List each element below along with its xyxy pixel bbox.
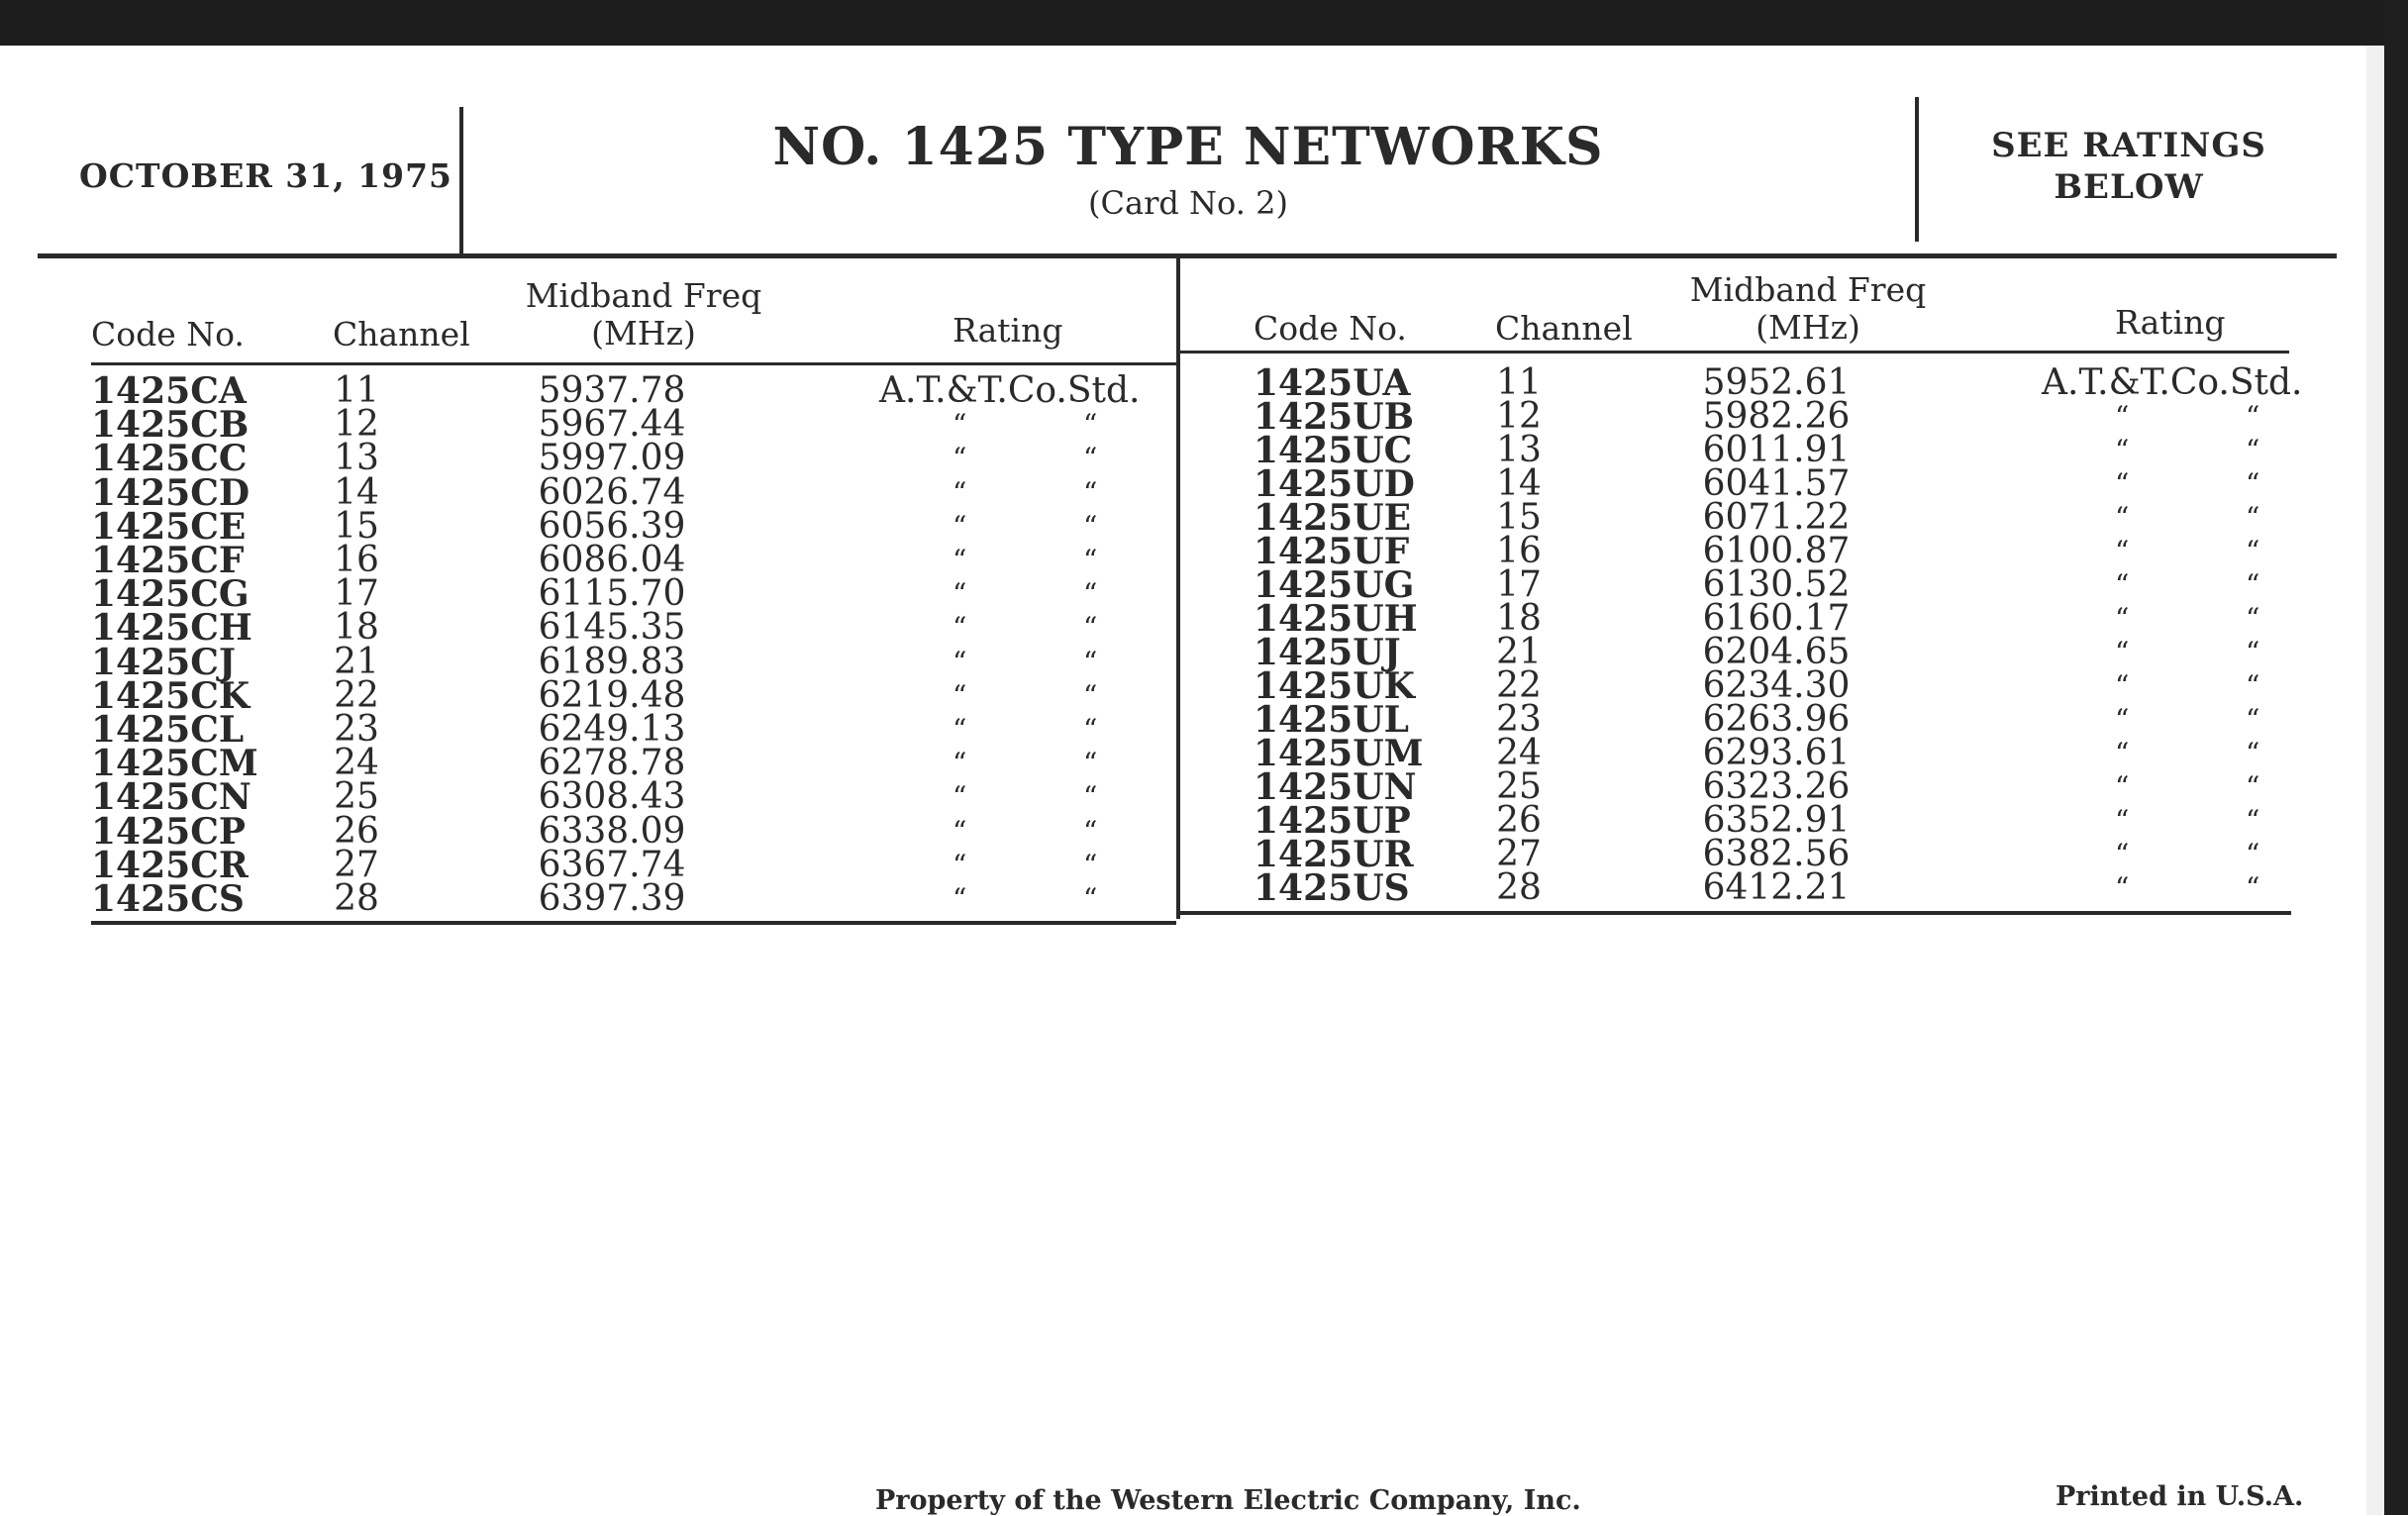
rating-ditto-mark: “ [2115,501,2130,534]
card-subtitle: (Card No. 2) [1088,184,1288,222]
table-row [0,564,2376,606]
channel-cell: 11 [1496,362,1542,403]
channel-cell: 27 [1496,834,1542,874]
code-no-cell: 1425CP [91,810,246,853]
rating-ditto-mark: “ [953,577,967,611]
midband-freq-cell: 5997.09 [538,438,686,479]
table-row [0,632,2376,673]
rating-ditto-mark: “ [1083,882,1098,915]
scan-top-border [0,0,2408,46]
rating-ditto-mark: “ [2115,669,2130,702]
rating-ditto-mark: “ [2115,838,2130,870]
midband-freq-cell: 6160.17 [1702,598,1851,639]
code-no-cell: 1425UF [1254,531,1410,572]
card-date: OCTOBER 31, 1975 [79,156,453,195]
table-row [0,598,2376,640]
rating-ditto-mark: “ [2246,501,2260,534]
code-no-cell: 1425UM [1254,733,1424,774]
code-no-cell: 1425CK [91,674,251,717]
code-no-cell: 1425UP [1254,800,1411,842]
code-no-cell: 1425UL [1254,699,1409,741]
channel-cell: 21 [1496,632,1542,672]
midband-freq-cell: 6204.65 [1702,632,1851,672]
channel-cell: 17 [334,573,379,615]
rating-ditto-mark: “ [1083,408,1098,442]
midband-freq-cell: 6145.35 [538,607,686,649]
header-divider-left [459,107,463,255]
midband-freq-cell: 5952.61 [1702,362,1851,403]
table-row [0,766,2376,808]
footer-printed: Printed in U.S.A. [2056,1481,2304,1512]
midband-freq-cell: 6056.39 [538,505,686,547]
midband-freq-cell: 6026.74 [538,471,686,513]
rating-ditto-mark: “ [2115,804,2130,837]
left-col-freq-header [495,277,792,353]
midband-freq-cell: 6071.22 [1702,497,1851,538]
midband-freq-cell: 6412.21 [1702,867,1851,908]
midband-freq-cell: 6086.04 [538,540,686,580]
midband-freq-cell: 6382.56 [1702,834,1851,874]
rating-ditto-mark: “ [1083,442,1098,475]
rating-ditto-mark: “ [2246,535,2260,567]
rating-ditto-mark: “ [1083,848,1098,881]
table-row [0,800,2376,842]
rating-ditto-mark: “ [2246,400,2260,433]
channel-cell: 23 [1496,699,1542,740]
rating-ditto-mark: “ [953,475,967,509]
right-col-channel-header: Channel [1495,309,1633,348]
midband-freq-cell: 6234.30 [1702,665,1851,706]
table-row [0,362,2376,404]
rating-ditto-mark: “ [1083,780,1098,814]
midband-freq-cell: 6352.91 [1702,800,1851,841]
rating-ditto-mark: “ [2115,602,2130,635]
rating-ditto-mark: “ [1083,544,1098,576]
right-bottom-rule [1178,911,2291,915]
code-no-cell: 1425UJ [1254,632,1401,673]
right-col-freq-header-line1: Midband Freq [1689,270,1927,309]
rating-ditto-mark: “ [2115,770,2130,803]
rating-ditto-mark: “ [2115,568,2130,601]
ratings-note-line1: SEE RATINGS [1991,126,2266,165]
left-bottom-rule [91,921,1176,925]
code-no-cell: 1425UC [1254,430,1413,471]
code-no-cell: 1425UD [1254,463,1415,505]
rating-ditto-mark: “ [953,848,967,881]
channel-cell: 22 [334,674,379,716]
channel-cell: 11 [334,370,379,411]
code-no-cell: 1425UA [1254,362,1411,404]
ratings-note-line2: BELOW [2054,167,2204,207]
right-col-freq-header-line2: (MHz) [1756,308,1860,347]
rating-ditto-mark: “ [953,814,967,848]
channel-cell: 12 [334,404,379,446]
table-row [0,733,2376,774]
left-col-freq-header-line2: (MHz) [591,314,696,353]
midband-freq-cell: 6263.96 [1702,699,1851,740]
code-no-cell: 1425CN [91,776,251,819]
code-no-cell: 1425CS [91,878,245,920]
code-no-cell: 1425UR [1254,834,1414,875]
code-no-cell: 1425CM [91,743,258,785]
midband-freq-cell: 6115.70 [538,573,686,615]
rating-ditto-mark: “ [1083,713,1098,746]
footer-property: Property of the Western Electric Company, Inc. [875,1485,1581,1516]
midband-freq-cell: 6219.48 [538,674,686,716]
table-row [0,396,2376,438]
right-col-rating-header: Rating [2115,303,2226,342]
midband-freq-cell: 6397.39 [538,878,686,919]
code-no-cell: 1425CA [91,370,247,412]
code-no-cell: 1425CD [91,471,251,514]
channel-cell: 23 [334,709,379,750]
rating-ditto-mark: “ [2246,770,2260,803]
code-no-cell: 1425CH [91,607,252,650]
channel-cell: 25 [334,776,379,818]
rating-ditto-mark: “ [1083,678,1098,712]
midband-freq-cell: 6041.57 [1702,463,1851,504]
midband-freq-cell: 6308.43 [538,776,686,818]
rating-ditto-mark: “ [1083,509,1098,543]
midband-freq-cell: 6189.83 [538,641,686,682]
rating-ditto-mark: “ [953,544,967,576]
midband-freq-cell: 6249.13 [538,709,686,750]
channel-cell: 13 [1496,430,1542,470]
left-col-rating-header: Rating [953,311,1063,350]
midband-freq-cell: 6011.91 [1702,430,1851,470]
rating-ditto-mark: “ [953,408,967,442]
code-no-cell: 1425CR [91,844,249,886]
rating-ditto-mark: “ [1083,577,1098,611]
rating-ditto-mark: “ [953,882,967,915]
code-no-cell: 1425UG [1254,564,1415,606]
rating-ditto-mark: “ [2246,434,2260,466]
code-no-cell: 1425CG [91,573,250,616]
table-row [0,430,2376,471]
rating-ditto-mark: “ [2246,669,2260,702]
left-col-code-header: Code No. [91,315,245,354]
rating-ditto-mark: “ [2115,535,2130,567]
channel-cell: 13 [334,438,379,479]
channel-cell: 28 [334,878,379,919]
rating-ditto-mark: “ [2246,703,2260,736]
rating-ditto-mark: “ [2115,434,2130,466]
rating-ditto-mark: “ [953,645,967,678]
midband-freq-cell: 5937.78 [538,370,686,411]
channel-cell: 15 [334,505,379,547]
channel-cell: 25 [1496,766,1542,807]
rating-ditto-mark: “ [953,611,967,645]
midband-freq-cell: 6323.26 [1702,766,1851,807]
code-no-cell: 1425CB [91,404,250,447]
channel-cell: 15 [1496,497,1542,538]
rating-ditto-mark: “ [2246,737,2260,769]
midband-freq-cell: 6100.87 [1702,531,1851,571]
channel-cell: 17 [1496,564,1542,605]
rating-ditto-mark: “ [1083,611,1098,645]
header-divider-right [1915,97,1919,242]
rating-ditto-mark: “ [2115,400,2130,433]
header-rule [38,253,2337,258]
rating-ditto-mark: “ [1083,747,1098,780]
channel-cell: 24 [1496,733,1542,773]
right-col-code-header: Code No. [1254,309,1407,348]
rating-cell: A.T.&T.Co.Std. [879,370,1141,411]
rating-ditto-mark: “ [2115,467,2130,500]
midband-freq-cell: 5982.26 [1702,396,1851,437]
right-col-freq-header [1659,271,1956,347]
rating-ditto-mark: “ [2115,737,2130,769]
channel-cell: 24 [334,743,379,784]
card-title: NO. 1425 TYPE NETWORKS [772,117,1604,177]
rating-ditto-mark: “ [953,509,967,543]
midband-freq-cell: 6367.74 [538,844,686,885]
code-no-cell: 1425UE [1254,497,1412,539]
midband-freq-cell: 6130.52 [1702,564,1851,605]
table-row [0,834,2376,875]
scan-right-border [2384,0,2408,1515]
rating-ditto-mark: “ [2246,838,2260,870]
channel-cell: 14 [1496,463,1542,504]
code-no-cell: 1425UB [1254,396,1415,438]
channel-cell: 18 [334,607,379,649]
code-no-cell: 1425UK [1254,665,1415,707]
rating-ditto-mark: “ [953,780,967,814]
rating-ditto-mark: “ [2246,636,2260,668]
left-col-channel-header: Channel [333,315,470,354]
channel-cell: 21 [334,641,379,682]
left-header-rule [91,362,1176,365]
code-no-cell: 1425UN [1254,766,1417,808]
rating-ditto-mark: “ [953,747,967,780]
code-no-cell: 1425CJ [91,641,236,683]
midband-freq-cell: 5967.44 [538,404,686,446]
midband-freq-cell: 6293.61 [1702,733,1851,773]
channel-cell: 12 [1496,396,1542,437]
rating-ditto-mark: “ [953,442,967,475]
rating-ditto-mark: “ [2246,804,2260,837]
table-row [0,699,2376,741]
table-row [0,867,2376,909]
table-row [0,497,2376,539]
ratings-note [1931,125,2327,208]
midband-freq-cell: 6278.78 [538,743,686,784]
channel-cell: 26 [1496,800,1542,841]
rating-ditto-mark: “ [2246,602,2260,635]
rating-ditto-mark: “ [2246,871,2260,904]
code-no-cell: 1425CC [91,438,248,480]
rating-ditto-mark: “ [2246,568,2260,601]
rating-ditto-mark: “ [2246,467,2260,500]
rating-ditto-mark: “ [1083,475,1098,509]
left-col-freq-header-line1: Midband Freq [525,276,762,315]
rating-ditto-mark: “ [953,678,967,712]
code-no-cell: 1425UH [1254,598,1418,640]
rating-ditto-mark: “ [1083,645,1098,678]
rating-ditto-mark: “ [953,713,967,746]
table-row [0,531,2376,572]
rating-ditto-mark: “ [2115,636,2130,668]
channel-cell: 14 [334,471,379,513]
code-no-cell: 1425CL [91,709,245,751]
channel-cell: 16 [1496,531,1542,571]
channel-cell: 22 [1496,665,1542,706]
rating-cell: A.T.&T.Co.Std. [2042,362,2303,403]
channel-cell: 28 [1496,867,1542,908]
channel-cell: 18 [1496,598,1542,639]
midband-freq-cell: 6338.09 [538,810,686,852]
table-row [0,665,2376,707]
code-no-cell: 1425CF [91,540,245,581]
right-header-rule [1178,351,2289,354]
rating-ditto-mark: “ [2115,871,2130,904]
code-no-cell: 1425CE [91,505,247,548]
channel-cell: 26 [334,810,379,852]
code-no-cell: 1425US [1254,867,1410,909]
rating-ditto-mark: “ [1083,814,1098,848]
channel-cell: 16 [334,540,379,580]
channel-cell: 27 [334,844,379,885]
table-row [0,463,2376,505]
rating-ditto-mark: “ [2115,703,2130,736]
